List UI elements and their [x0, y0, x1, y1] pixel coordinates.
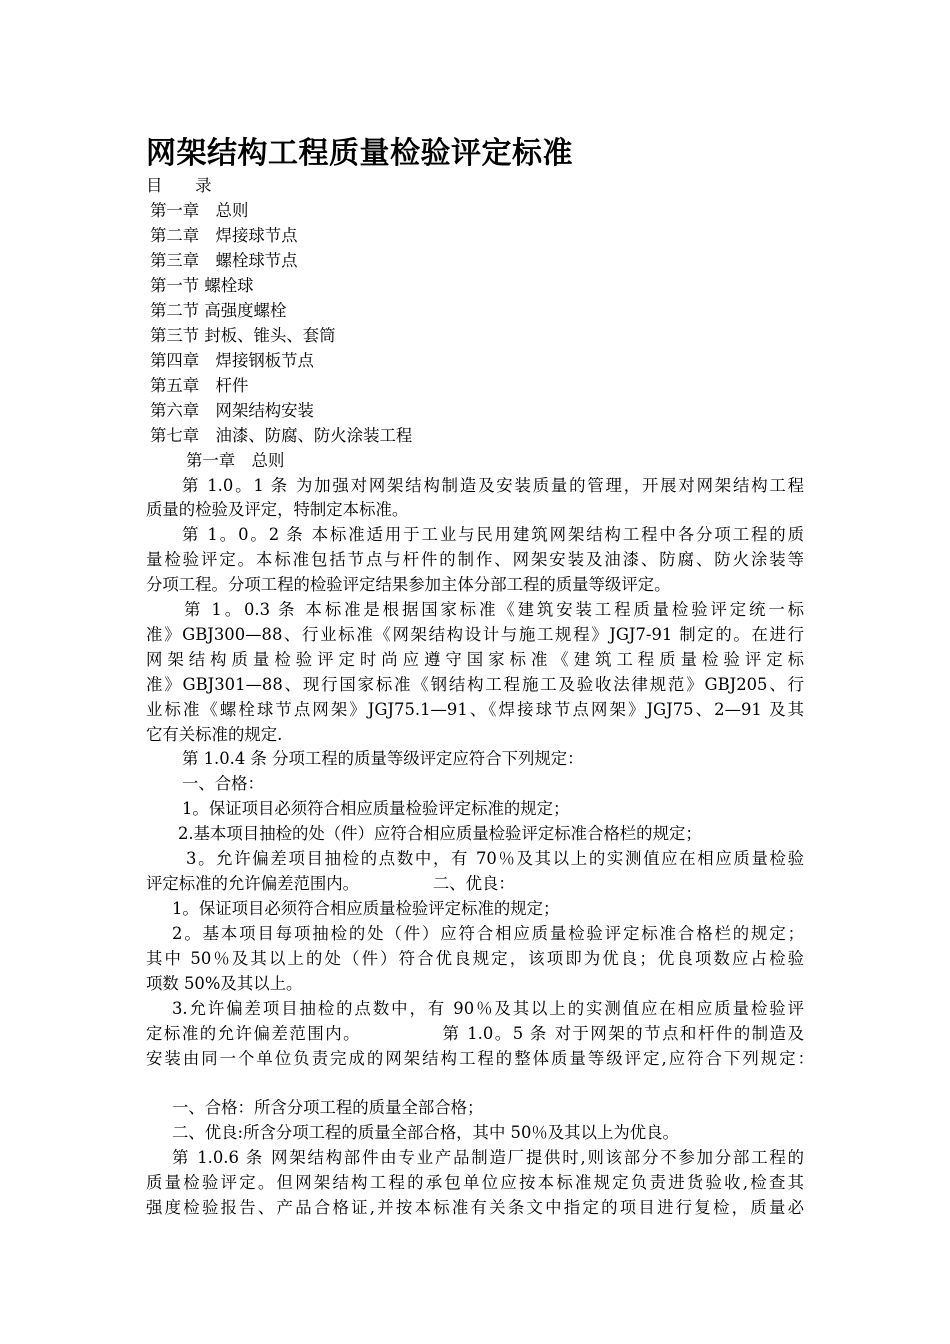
body-line: 第 1.0。1 条 为加强对网架结构制造及安装质量的管理，开展对网架结构工程	[182, 476, 804, 495]
body-line: 准》GBJ301—88、现行国家标准《钢结构工程施工及验收法律规范》GBJ205、行	[146, 675, 804, 694]
toc-item: 第七章 油漆、防腐、防火涂装工程	[150, 426, 413, 445]
toc-item: 第三节 封板、锥头、套筒	[150, 326, 336, 345]
toc-item: 第一章 总则	[150, 201, 249, 220]
body-line: 第 1.0.4 条 分项工程的质量等级评定应符合下列规定：	[182, 749, 584, 768]
toc-item: 第五章 杆件	[150, 376, 249, 395]
toc-item: 第二节 高强度螺栓	[150, 301, 287, 320]
body-line: 其中 50％及其以上的处（件）符合优良规定，该项即为优良；优良项数应占检验	[146, 949, 804, 968]
document-title: 网架结构工程质量检验评定标准	[146, 136, 573, 171]
body-line: 定标准的允许偏差范围内。 第 1.0。5 条 对于网架的节点和杆件的制造及	[146, 1024, 804, 1043]
body-line: 3。允许偏差项目抽检的点数中，有 70％及其以上的实测值应在相应质量检验	[186, 849, 804, 868]
body-line: 质量检验评定。但网架结构工程的承包单位应按本标准规定负责进货验收,检查其	[146, 1173, 804, 1192]
toc-item: 第四章 焊接钢板节点	[150, 351, 314, 370]
toc-heading: 目 录	[146, 176, 212, 195]
body-line: 准》GBJ300—88、行业标准《网架结构设计与施工规程》JGJ7-91 制定的。在进行	[146, 625, 804, 644]
body-line: 第 1.0.6 条 网架结构部件由专业产品制造厂提供时,则该部分不参加分部工程的	[172, 1148, 804, 1167]
body-line: 业标准《螺栓球节点网架》JGJ75.1—91、《焊接球节点网架》JGJ75、2—91 及其	[146, 700, 804, 719]
toc-item: 第一节 螺栓球	[150, 276, 254, 295]
body-line: 一、合格：	[182, 774, 264, 793]
body-line: 项数 50%及其以上。	[146, 974, 303, 993]
body-line: 2。基本项目每项抽检的处（件）应符合相应质量检验评定标准合格栏的规定；	[172, 924, 804, 943]
body-line: 一、合格：所含分项工程的质量全部合格；	[172, 1098, 484, 1117]
toc-item: 第二章 焊接球节点	[150, 226, 298, 245]
body-line: 1。保证项目必须符合相应质量检验评定标准的规定；	[172, 899, 560, 918]
toc-item: 第六章 网架结构安装	[150, 401, 314, 420]
body-line: 量检验评定。本标准包括节点与杆件的制作、网架安装及油漆、防腐、防火涂装等	[146, 550, 804, 569]
chapter-heading: 第一章 总则	[186, 451, 285, 470]
toc-item: 第三章 螺栓球节点	[150, 251, 298, 270]
body-line: 第 1。0.3 条 本标准是根据国家标准《建筑安装工程质量检验评定统一标	[184, 600, 804, 619]
body-line: 评定标准的允许偏差范围内。 二、优良：	[146, 874, 515, 893]
body-line: 2.基本项目抽检的处（件）应符合相应质量检验评定标准合格栏的规定；	[178, 824, 702, 843]
body-line: 质量的检验及评定，特制定本标准。	[146, 500, 409, 519]
body-line: 安装由同一个单位负责完成的网架结构工程的整体质量等级评定,应符合下列规定：	[146, 1049, 814, 1068]
body-line: 第 1。0。2 条 本标准适用于工业与民用建筑网架结构工程中各分项工程的质	[182, 525, 804, 544]
body-line: 分项工程。分项工程的检验评定结果参加主体分部工程的质量等级评定。	[146, 575, 671, 594]
body-line: 网架结构质量检验评定时尚应遵守国家标准《建筑工程质量检验评定标	[146, 650, 804, 669]
body-line: 3.允许偏差项目抽检的点数中，有 90％及其以上的实测值应在相应质量检验评	[172, 999, 804, 1018]
body-line: 1。保证项目必须符合相应质量检验评定标准的规定；	[182, 799, 570, 818]
body-line: 它有关标准的规定.	[146, 725, 283, 744]
body-line: 强度检验报告、产品合格证,并按本标准有关条文中指定的项目进行复检，质量必	[146, 1198, 804, 1217]
body-line: 二、优良:所含分项工程的质量全部合格，其中 50％及其以上为优良。	[172, 1123, 679, 1142]
